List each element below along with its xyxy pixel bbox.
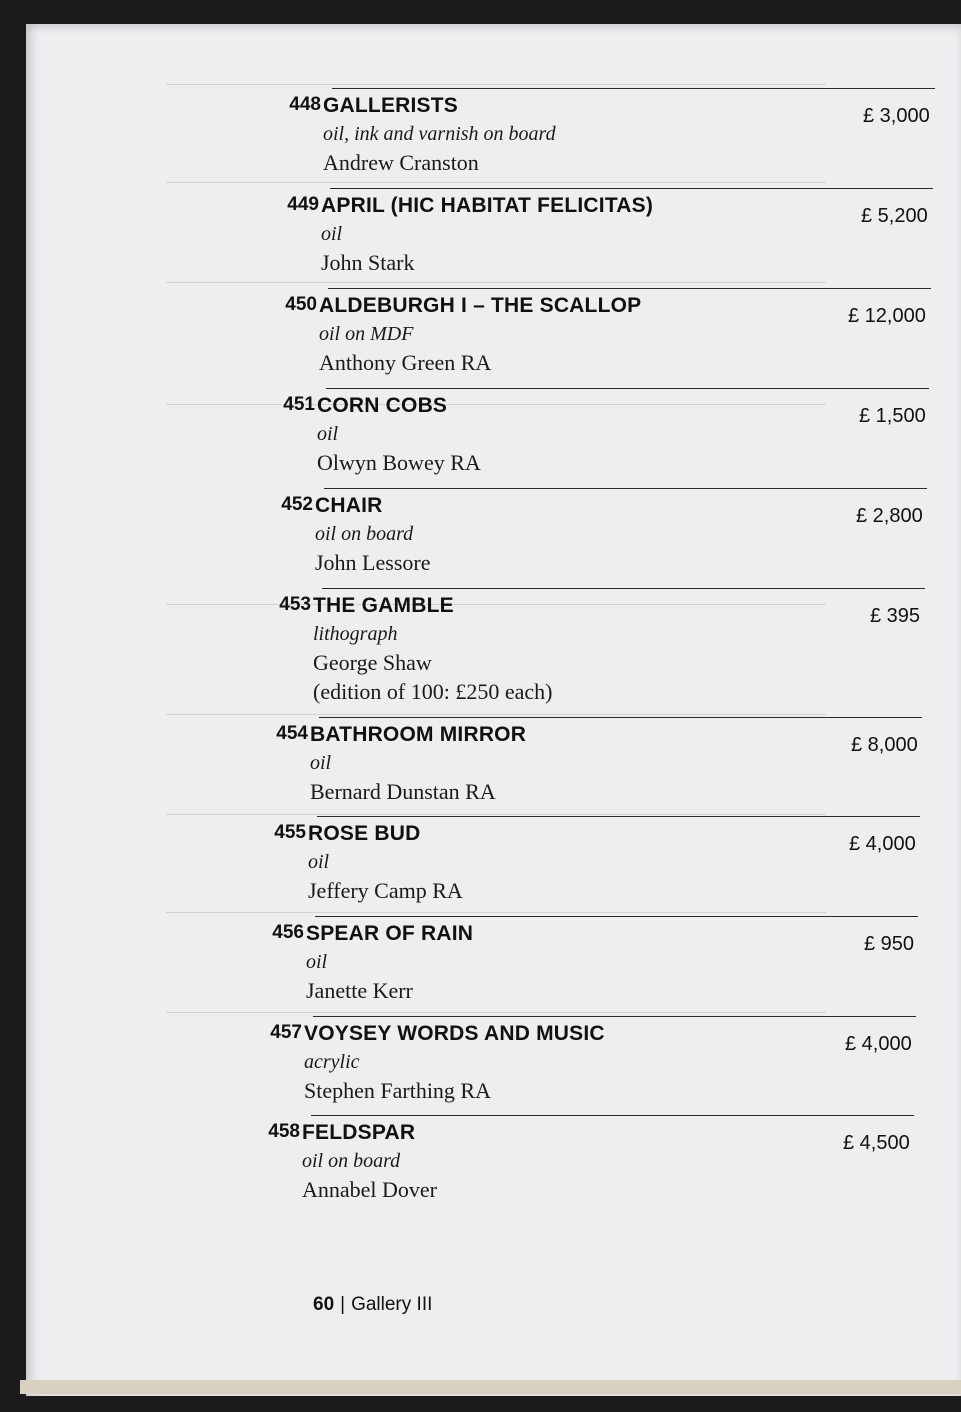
- entry-title: THE GAMBLE: [313, 594, 454, 617]
- show-through-line: [166, 814, 826, 815]
- entry-price: £ 5,200: [861, 205, 928, 227]
- entry-artist: George Shaw: [313, 650, 432, 675]
- entry-title: VOYSEY WORDS AND MUSIC: [304, 1022, 605, 1045]
- entry-number: 450: [285, 294, 317, 315]
- show-through-line: [166, 282, 826, 283]
- entry-artist: Olwyn Bowey RA: [317, 450, 481, 475]
- entry-number: 448: [289, 94, 321, 115]
- entry-price: £ 395: [870, 605, 921, 627]
- entry-rule: [313, 1016, 916, 1017]
- entry-rule: [330, 188, 933, 189]
- entry-title: GALLERISTS: [323, 94, 459, 117]
- entry-price: £ 12,000: [848, 305, 926, 327]
- entry-rule: [311, 1115, 914, 1116]
- show-through-line: [166, 1012, 826, 1013]
- entry-medium: oil: [310, 752, 332, 774]
- entry-edition-note: (edition of 100: £250 each): [313, 679, 553, 704]
- entry-number: 449: [287, 194, 319, 215]
- entry-medium: oil on MDF: [319, 323, 414, 345]
- entry-rule: [319, 717, 922, 718]
- entry-number: 457: [270, 1022, 302, 1043]
- entry-price: £ 1,500: [859, 405, 926, 427]
- entry-artist: Janette Kerr: [306, 978, 413, 1003]
- section-name: Gallery III: [351, 1294, 433, 1315]
- entry-number: 455: [274, 822, 306, 843]
- entry-artist: Bernard Dunstan RA: [310, 779, 496, 804]
- show-through-line: [166, 714, 826, 715]
- entry-artist: Annabel Dover: [302, 1177, 438, 1202]
- entry-price: £ 4,000: [849, 833, 916, 855]
- entry-rule: [328, 288, 931, 289]
- entry-rule: [317, 816, 920, 817]
- entry-number: 458: [268, 1121, 300, 1142]
- entry-medium: acrylic: [304, 1051, 360, 1073]
- show-through-line: [166, 182, 826, 183]
- entry-price: £ 4,500: [843, 1132, 910, 1154]
- entry-medium: oil: [308, 851, 330, 873]
- entry-artist: John Stark: [321, 250, 415, 275]
- entry-price: £ 2,800: [856, 505, 923, 527]
- entry-number: 451: [283, 394, 315, 415]
- entry-medium: oil: [321, 223, 343, 245]
- entry-price: £ 3,000: [863, 105, 930, 127]
- entry-medium: oil on board: [315, 523, 414, 545]
- catalogue-page: [26, 24, 961, 1396]
- entry-title: FELDSPAR: [302, 1121, 416, 1144]
- entry-artist: John Lessore: [315, 550, 431, 575]
- entry-number: 453: [279, 594, 311, 615]
- entry-rule: [332, 88, 935, 89]
- entry-medium: oil, ink and varnish on board: [323, 123, 556, 145]
- entry-title: CHAIR: [315, 494, 383, 517]
- page-footer: [313, 1294, 432, 1316]
- entry-medium: oil on board: [302, 1150, 401, 1172]
- show-through-line: [166, 912, 826, 913]
- entry-rule: [326, 388, 929, 389]
- entry-price: £ 8,000: [851, 734, 918, 756]
- show-through-line: [166, 404, 826, 405]
- entry-rule: [324, 488, 927, 489]
- entry-number: 452: [281, 494, 313, 515]
- entry-price: £ 950: [864, 933, 915, 955]
- entry-artist: Anthony Green RA: [319, 350, 492, 375]
- entry-number: 456: [272, 922, 304, 943]
- entry-artist: Jeffery Camp RA: [308, 878, 463, 903]
- entry-medium: oil: [317, 423, 339, 445]
- entry-medium: oil: [306, 951, 328, 973]
- show-through-line: [166, 84, 826, 85]
- entry-price: £ 4,000: [845, 1033, 912, 1055]
- entry-title: ALDEBURGH I – THE SCALLOP: [319, 294, 642, 317]
- entry-title: BATHROOM MIRROR: [310, 723, 527, 746]
- footer-separator: |: [340, 1294, 346, 1315]
- entry-artist: Stephen Farthing RA: [304, 1078, 491, 1103]
- entry-rule: [322, 588, 925, 589]
- page-edge: [20, 1380, 961, 1394]
- entry-title: CORN COBS: [317, 394, 448, 417]
- page-number: 60: [313, 1294, 335, 1315]
- entry-title: SPEAR OF RAIN: [306, 922, 474, 945]
- entry-title: APRIL (HIC HABITAT FELICITAS): [321, 194, 654, 217]
- entry-title: ROSE BUD: [308, 822, 421, 845]
- entry-artist: Andrew Cranston: [323, 150, 479, 175]
- entry-rule: [315, 916, 918, 917]
- entry-number: 454: [276, 723, 308, 744]
- entry-medium: lithograph: [313, 623, 398, 645]
